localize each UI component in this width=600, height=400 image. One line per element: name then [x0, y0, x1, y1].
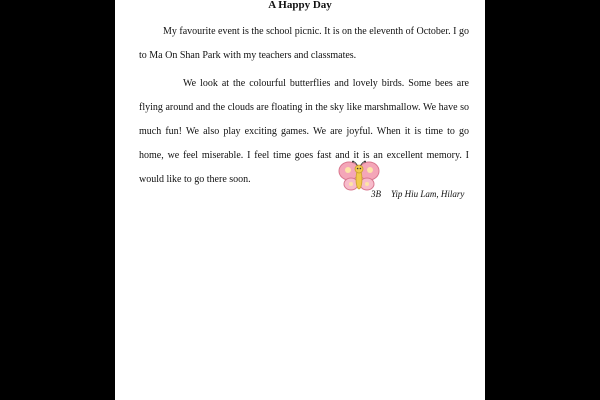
- author-class: 3B: [371, 189, 381, 199]
- paragraph-1: My favourite event is the school picnic. It is on the eleventh of October. I go to Ma On Shan Park with my teachers and classmates.: [139, 26, 469, 61]
- author-signature: [371, 189, 464, 199]
- paragraph-2: We look at the colourful butterflies and lovely birds. Some bees are flying around and the clouds are floating in the sky like marshmallow. We have so much fun! We also play exciting games. We are joyful. When it is time to go home, we feel miserable. I feel time goes fast and it is an excellent memory. I would like to go there soon.: [139, 78, 469, 185]
- author-name: Yip Hiu Lam, Hilary: [391, 189, 465, 199]
- document-page: [115, 0, 485, 400]
- page-title: A Happy Day: [268, 0, 332, 11]
